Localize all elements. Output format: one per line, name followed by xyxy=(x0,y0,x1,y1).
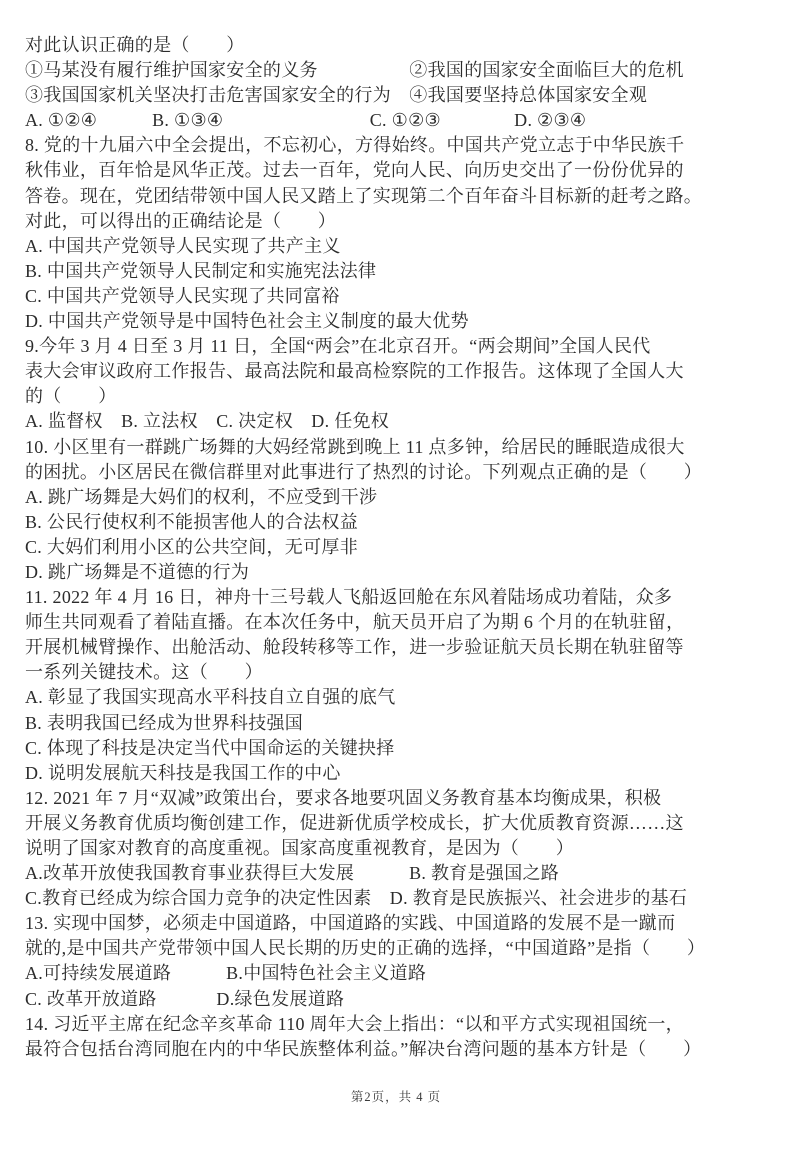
choice-line: B. 公民行使权利不能损害他人的合法权益 xyxy=(25,511,359,532)
question-stem-line: 开展机械臂操作、出舱活动、舱段转移等工作，进一步验证航天员长期在轨驻留等 xyxy=(25,637,684,658)
choice-line: A. 彰显了我国实现高水平科技自立自强的底气 xyxy=(25,687,396,708)
question-stem-line: 9.今年 3 月 4 日至 3 月 11 日，全国“两会”在北京召开。“两会期间”全国人民代 xyxy=(25,336,651,357)
question-stem-line: 答卷。现在，党团结带领中国人民又踏上了实现第二个百年奋斗目标新的赶考之路。 xyxy=(25,185,703,206)
choice-line: A. 跳广场舞是大妈们的权利，不应受到干涉 xyxy=(25,486,378,507)
question-11 xyxy=(25,585,768,786)
numbered-option-line: ③我国国家机关坚决打击危害国家安全的行为 ④我国要坚持总体国家安全观 xyxy=(25,85,648,106)
choice-line: C. 改革开放道路 D.绿色发展道路 xyxy=(25,988,345,1009)
question-10 xyxy=(25,435,768,586)
question-stem-line: 10. 小区里有一群跳广场舞的大妈经常跳到晚上 11 点多钟，给居民的睡眠造成很大 xyxy=(25,436,685,457)
question-8 xyxy=(25,133,768,334)
choice-line: C. 中国共产党领导人民实现了共同富裕 xyxy=(25,285,340,306)
question-stem-line: 13. 实现中国梦，必须走中国道路，中国道路的实践、中国道路的发展不是一蹴而 xyxy=(25,913,676,934)
question-9 xyxy=(25,334,768,434)
question-12 xyxy=(25,786,768,911)
question-stem-line: 8. 党的十九届六中全会提出，不忘初心，方得始终。中国共产党立志于中华民族千 xyxy=(25,135,685,156)
question-stem-line: 对此认识正确的是（ ） xyxy=(25,35,245,55)
choice-line: A. ①②④ B. ①③④ C. ①②③ D. ②③④ xyxy=(25,110,587,131)
question-stem-line: 对此，可以得出的正确结论是（ ） xyxy=(25,210,337,231)
question-13 xyxy=(25,911,768,1011)
choice-line: C. 体现了科技是决定当代中国命运的关键抉择 xyxy=(25,737,395,758)
choice-line: D. 中国共产党领导是中国特色社会主义制度的最大优势 xyxy=(25,311,469,332)
page-footer: 第2页，共 4 页 xyxy=(350,1090,442,1104)
choice-line: C.教育已经成为综合国力竞争的决定性因素 D. 教育是民族振兴、社会进步的基石 xyxy=(25,888,688,909)
choice-line: D. 说明发展航天科技是我国工作的中心 xyxy=(25,762,341,783)
choice-line: A. 中国共产党领导人民实现了共产主义 xyxy=(25,235,341,256)
question-stem-line: 开展义务教育优质均衡创建工作，促进新优质学校成长，扩大优质教育资源……这 xyxy=(25,812,684,833)
question-stem-line: 最符合包括台湾同胞在内的中华民族整体利益。”解决台湾问题的基本方针是（ ） xyxy=(25,1038,702,1059)
choice-line: A. 监督权 B. 立法权 C. 决定权 D. 任免权 xyxy=(25,411,390,432)
choice-line: A.改革开放使我国教育事业获得巨大发展 B. 教育是强国之路 xyxy=(25,863,560,884)
question-7-continued xyxy=(25,33,768,133)
question-stem-line: 表大会审议政府工作报告、最高法院和最高检察院的工作报告。这体现了全国人大 xyxy=(25,361,684,382)
question-stem-line: 说明了国家对教育的高度重视。国家高度重视教育，是因为（ ） xyxy=(25,838,574,858)
choice-line: A.可持续发展道路 B.中国特色社会主义道路 xyxy=(25,963,427,984)
question-stem-line: 11. 2022 年 4 月 16 日，神舟十三号载人飞船返回舱在东风着陆场成功着陆，众多 xyxy=(25,587,673,608)
question-stem-line: 12. 2021 年 7 月“双减”政策出台，要求各地要巩固义务教育基本均衡成果，积极 xyxy=(25,787,662,808)
question-14 xyxy=(25,1012,768,1062)
choice-line: B. 表明我国已经成为世界科技强国 xyxy=(25,712,304,733)
question-stem-line: 就的,是中国共产党带领中国人民长期的历史的正确的选择，“中国道路”是指（ ） xyxy=(25,938,706,959)
question-stem-line: 的困扰。小区居民在微信群里对此事进行了热烈的讨论。下列观点正确的是（ ） xyxy=(25,461,703,482)
question-stem-line: 一系列关键技术。这（ ） xyxy=(25,662,263,683)
numbered-option-line: ①马某没有履行维护国家安全的义务 ②我国的国家安全面临巨大的危机 xyxy=(25,60,684,81)
question-stem-line: 14. 习近平主席在纪念辛亥革命 110 周年大会上指出：“以和平方式实现祖国统一， xyxy=(25,1013,684,1034)
question-stem-line: 的（ ） xyxy=(25,386,117,407)
choice-line: B. 中国共产党领导人民制定和实施宪法法律 xyxy=(25,260,377,281)
choice-line: D. 跳广场舞是不道德的行为 xyxy=(25,561,250,582)
question-stem-line: 秋伟业，百年恰是风华正茂。过去一百年，党向人民、向历史交出了一份份优异的 xyxy=(25,160,684,181)
question-stem-line: 师生共同观看了着陆直播。在本次任务中，航天员开启了为期 6 个月的在轨驻留， xyxy=(25,612,685,633)
choice-line: C. 大妈们利用小区的公共空间，无可厚非 xyxy=(25,536,359,557)
